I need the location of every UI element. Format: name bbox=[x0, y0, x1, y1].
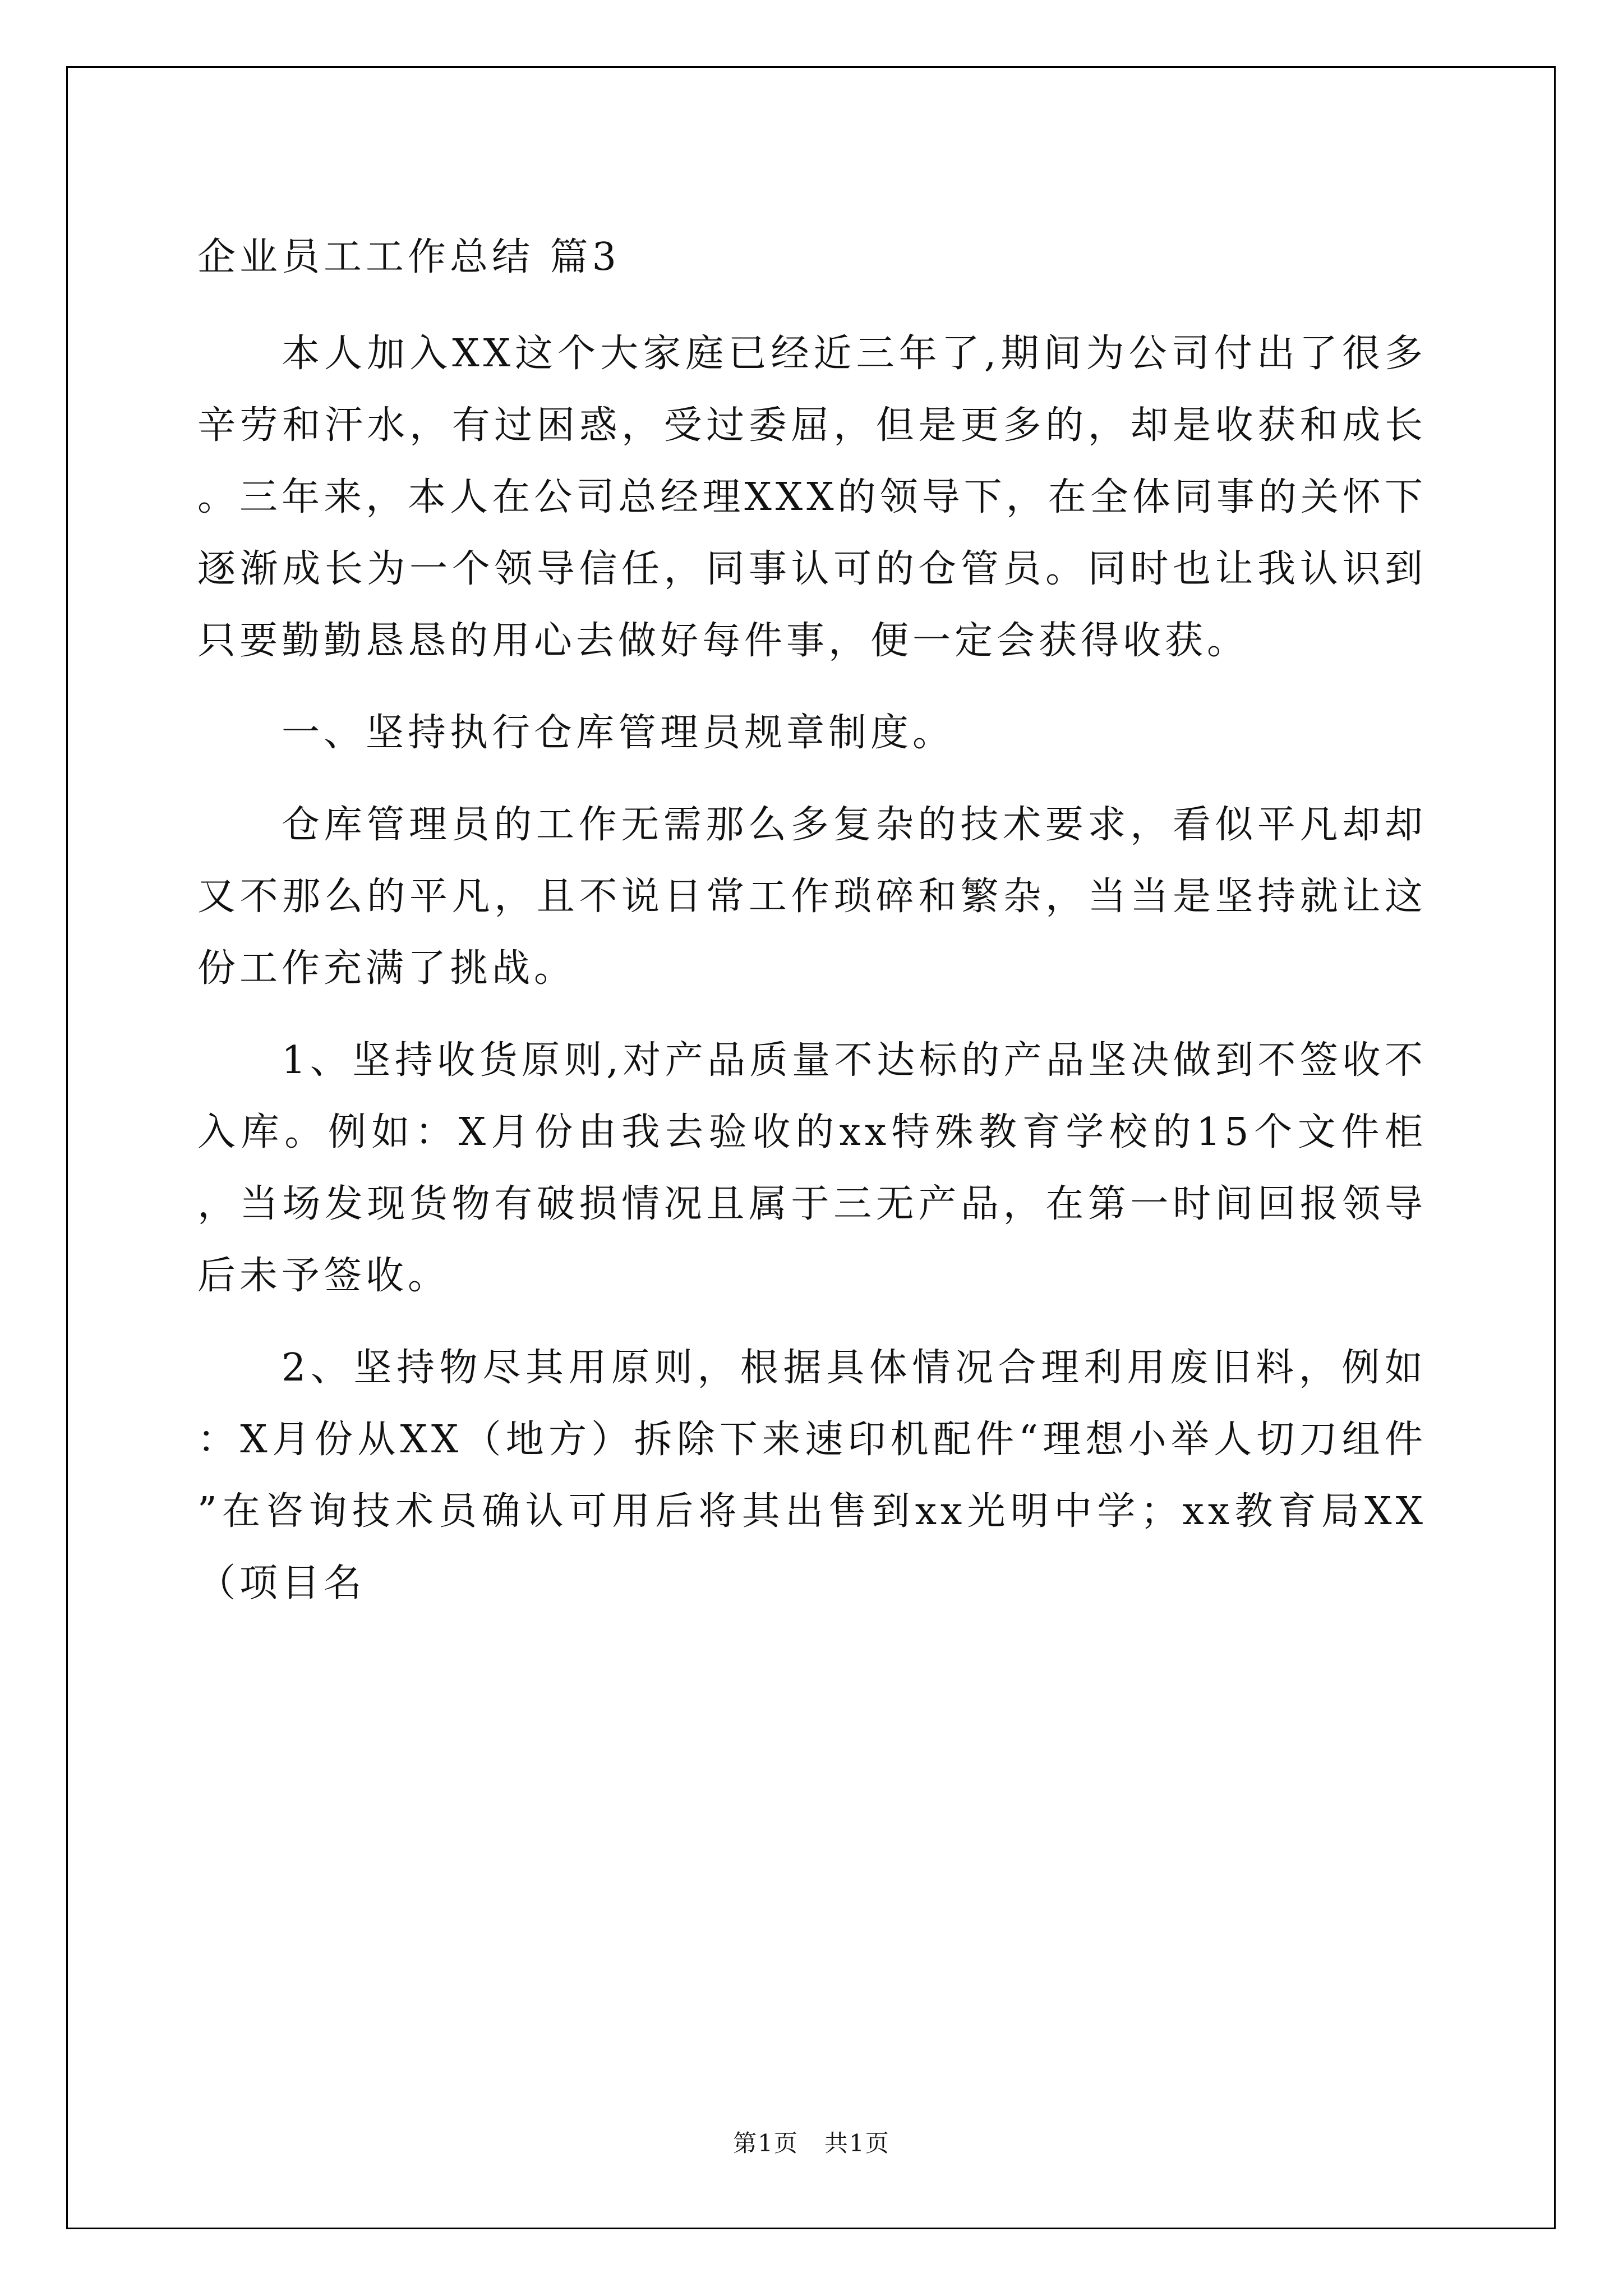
paragraph-intro: 本人加入XX这个大家庭已经近三年了,期间为公司付出了很多辛劳和汗水，有过困惑，受过委屈，但是更多的，却是收获和成长。三年来，本人在公司总经理XXX的领导下，在全体同事的关怀下逐渐成长为一个领导信任，同事认可的仓管员。同时也让我认识到只要勤勤恳恳的用心去做好每件事，便一定会获得收获。 bbox=[197, 332, 1427, 663]
document-title: 企业员工工作总结 篇3 bbox=[197, 235, 620, 279]
page-footer: 第1页 共1页 bbox=[733, 2129, 890, 2157]
section-heading-1: 一、坚持执行仓库管理员规章制度。 bbox=[282, 711, 955, 755]
document-body bbox=[197, 222, 1427, 1619]
paragraph-warehouse-work: 仓库管理员的工作无需那么多复杂的技术要求，看似平凡却却又不那么的平凡，且不说日常工作琐碎和繁杂，当当是坚持就让这份工作充满了挑战。 bbox=[197, 803, 1427, 991]
paragraph-item-2: 2、坚持物尽其用原则，根据具体情况合理利用废旧料，例如：X月份从XX（地方）拆除下来速印机配件“理想小举人切刀组件”在咨询技术员确认可用后将其出售到xx光明中学；xx教育局XX（项目名 bbox=[197, 1346, 1427, 1605]
paragraph-item-1: 1、坚持收货原则,对产品质量不达标的产品坚决做到不签收不入库。例如：X月份由我去验收的xx特殊教育学校的15个文件柜，当场发现货物有破损情况且属于三无产品，在第一时间回报领导后未予签收。 bbox=[197, 1038, 1427, 1298]
